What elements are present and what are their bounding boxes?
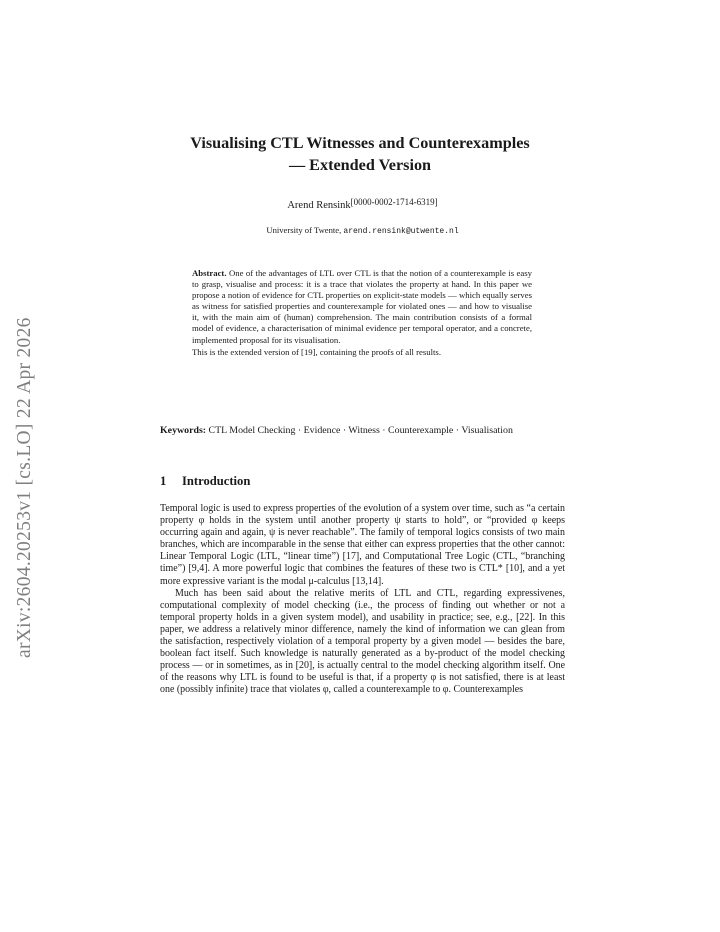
section-number: 1 xyxy=(160,474,167,488)
author-name: Arend Rensink xyxy=(287,200,351,211)
keywords-text: CTL Model Checking · Evidence · Witness · Counterexample · Visualisation xyxy=(208,425,513,436)
abstract-extended-note: This is the extended version of [19], containing the proofs of all results. xyxy=(192,346,441,357)
title-line-2: — Extended Version xyxy=(288,156,432,174)
affiliation-line xyxy=(160,225,565,236)
paper-title xyxy=(130,132,590,176)
arxiv-identifier: arXiv:2604.20253v1 [cs.LO] 22 Apr 2026 xyxy=(14,317,35,658)
author-orcid: [0000-0002-1714-6319] xyxy=(350,197,438,207)
paragraph-2: Much has been said about the relative merits of LTL and CTL, regarding expressivenes, computational complexity of model checking (i.e., the process of finding out whether or not a temporal property holds in a given system model), and usability in practice; see, e.g., [22]. In this paper, we address a relatively minor difference, namely the kind of information we can glean from the satisfaction, respectively violation of a temporal property by a given model — besides the bare, boolean fact itself. Such knowledge is naturally generated as a by-product of the model checking process — or in sometimes, as in [20], is actually central to the model checking algorithm itself. One of the reasons why LTL is found to be useful is that, if a property φ is not satisfied, there is at least one (possibly infinite) trace that violates φ, called a counterexample to φ. Counterexamples xyxy=(160,587,565,696)
section-body xyxy=(160,503,565,697)
abstract xyxy=(192,268,532,358)
abstract-text: One of the advantages of LTL over CTL is that the notion of a counterexample is easy to grasp, visualise and process: it is a trace that violates the property at hand. In this paper we propose a notion of evidence for CTL properties on explicit-state models — which equally serves as witness for satisfied properties and counterexample for violated ones — and how to visualise it, with the main aim of (human) comprehension. The main contribution consists of a formal model of evidence, a characterisation of minimal evidence per temporal operator, and a concrete, implemented proposal for its visualisation. xyxy=(192,268,532,345)
author-email[interactable]: arend.rensink@utwente.nl xyxy=(343,227,459,236)
section-heading xyxy=(160,474,565,489)
keywords-label: Keywords: xyxy=(160,425,207,436)
title-line-1: Visualising CTL Witnesses and Counterexamples xyxy=(190,134,530,152)
paragraph-1: Temporal logic is used to express properties of the evolution of a system over time, such as “a certain property φ holds in the system until another property ψ starts to hold”, or “provided φ keeps occurring again and again, ψ is never reachable”. The family of temporal logics consists of two main branches, which are incomparable in the sense that either can express properties that the other cannot: Linear Temporal Logic (LTL, “linear time”) [17], and Computational Tree Logic (CTL, “branching time”) [9,4]. A more powerful logic that combines the features of these two is CTL* [10], and a yet more expressive variant is the modal μ-calculus [13,14]. xyxy=(160,503,565,587)
section-title: Introduction xyxy=(182,474,251,488)
abstract-label: Abstract. xyxy=(192,268,227,278)
affiliation: University of Twente, xyxy=(266,225,344,235)
keywords xyxy=(160,425,565,437)
author-line xyxy=(160,197,565,211)
